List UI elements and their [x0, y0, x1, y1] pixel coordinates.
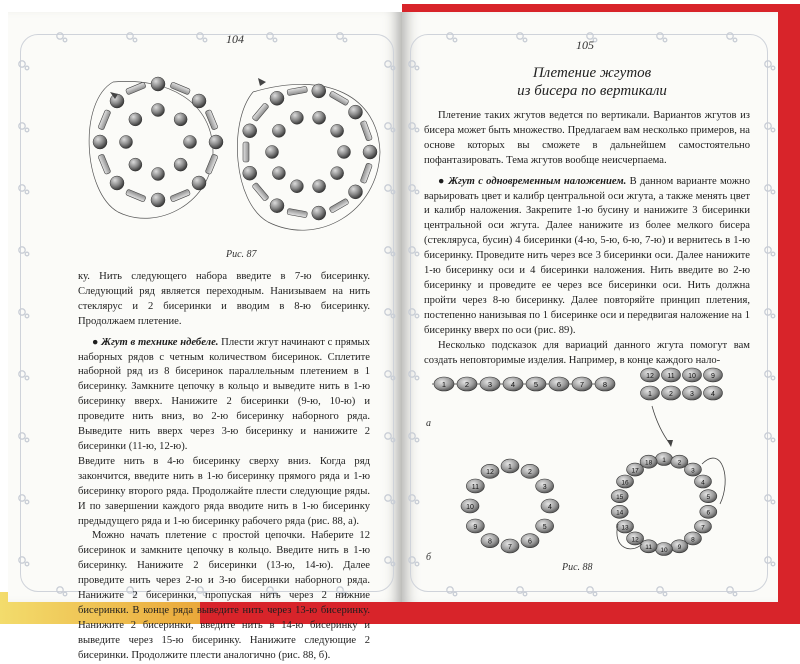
bead-number: 3: [691, 467, 695, 475]
bugle-bead: [125, 82, 146, 95]
border-ornament: [19, 495, 25, 501]
bead-number: 9: [711, 372, 715, 380]
right-page: [402, 12, 778, 602]
bead-number: 15: [616, 493, 624, 501]
border-ornament: [57, 33, 63, 39]
border-ornament: [771, 314, 775, 318]
bead: [184, 136, 197, 149]
bead: [290, 180, 303, 193]
border-ornament: [409, 309, 415, 315]
border-ornament: [391, 562, 395, 566]
bead: [192, 176, 206, 190]
bead: [152, 168, 165, 181]
figure-label-a: а: [426, 418, 431, 429]
bead: [331, 124, 344, 137]
bead: [272, 124, 285, 137]
border-ornament: [415, 190, 419, 194]
border-ornament: [771, 66, 775, 70]
bead: [338, 146, 351, 159]
border-ornament: [391, 376, 395, 380]
bullet-icon: ●: [92, 336, 102, 348]
bead-number: 2: [528, 469, 532, 477]
figure-88-caption: Рис. 88: [562, 562, 593, 573]
bead: [331, 167, 344, 180]
bead: [312, 84, 326, 98]
bead-number: 9: [677, 544, 682, 552]
border-ornament: [523, 592, 527, 596]
bead-number: 12: [486, 469, 494, 477]
border-ornament: [765, 185, 771, 191]
bead: [313, 180, 326, 193]
border-ornament: [447, 587, 453, 593]
border-ornament: [409, 247, 415, 253]
bead: [151, 77, 165, 91]
border-ornament: [391, 438, 395, 442]
bead-number: 14: [616, 509, 624, 517]
bugle-bead: [360, 163, 372, 184]
border-ornament: [657, 587, 663, 593]
border-ornament: [19, 433, 25, 439]
bead: [312, 206, 326, 220]
section-text: Плести жгут начинают с прямых наборных рядов с четным количеством бисеринок. Сплетите наборной ряд из 8 бисеринок параллельным плетением в 1 бисеринку. Замкните цепочку в кольцо и выведите нить в 1-ю бисеринку вверх. Нанижите 2 бисеринки (9-ю, 10-ю) и проведите нить вниз, во 2-ю бисеринку наборного ряда. Выведите нить вверх через 3-ю бисеринку и нанижите 2 бисеринки (11-ю, 12-ю).: [78, 336, 370, 452]
bead-number: 3: [690, 390, 694, 398]
bugle-bead: [329, 91, 349, 106]
bead-number: 4: [510, 379, 516, 389]
border-ornament: [385, 495, 391, 501]
border-ornament: [593, 592, 597, 596]
bead-number: 1: [662, 456, 666, 464]
border-ornament: [453, 592, 457, 596]
bead-number: 9: [473, 523, 478, 531]
bead-number: 4: [711, 390, 715, 398]
bead: [270, 199, 284, 213]
right-page-text: [424, 109, 750, 368]
border-ornament: [57, 587, 63, 593]
border-ornament: [663, 592, 667, 596]
border-ornament: [391, 314, 395, 318]
bugle-bead: [170, 82, 191, 95]
bugle-bead: [243, 142, 249, 162]
border-ornament: [391, 500, 395, 504]
bead-number: 12: [631, 536, 639, 544]
figure-label-b: б: [426, 552, 432, 563]
border-ornament: [385, 371, 391, 377]
bead-number: 17: [631, 467, 639, 475]
bead-number: 7: [701, 524, 705, 532]
bead-number: 11: [471, 483, 479, 491]
border-ornament: [385, 309, 391, 315]
border-ornament: [19, 309, 25, 315]
figure-88-diagram: [402, 364, 778, 564]
bead: [272, 167, 285, 180]
bead: [363, 145, 377, 159]
bead-number: 10: [660, 546, 668, 554]
bugle-bead: [98, 154, 111, 175]
bead-number: 2: [464, 379, 470, 389]
bead-number: 2: [669, 390, 673, 398]
title-line-1: Плетение жгутов: [532, 65, 652, 81]
border-ornament: [409, 185, 415, 191]
bugle-bead: [360, 120, 372, 141]
border-ornament: [25, 500, 29, 504]
bead-number: 11: [667, 372, 675, 380]
thread-line: [652, 406, 670, 444]
bugle-bead: [125, 189, 146, 202]
book-cover-right: [778, 4, 800, 616]
bead-number: 1: [648, 390, 652, 398]
left-page: [8, 12, 402, 661]
border-ornament: [765, 123, 771, 129]
bead: [110, 176, 124, 190]
intro-paragraph: Плетение таких жгутов ведется по вертикали. Вариантов жгутов из бисера может быть множество. Предлагаем вам несколько примеров, на основе которых вы сможете в дальнейшем самостоятельно пофантазировать. Тема жгутов вообще неисчерпаема.: [424, 110, 750, 166]
paragraph: ку. Нить следующего набора введите в 7-ю бисеринку. Следующий ряд является переходным. Нанизываем на нить стеклярус и 2 бисеринки и вводим в 8-ю бисеринку. Продолжаем плетение.: [78, 271, 370, 327]
border-ornament: [415, 314, 419, 318]
border-ornament: [127, 33, 133, 39]
border-ornament: [63, 592, 67, 596]
border-ornament: [415, 252, 419, 256]
border-ornament: [663, 38, 667, 42]
border-ornament: [385, 433, 391, 439]
bugle-bead: [252, 103, 269, 122]
bead-number: 7: [508, 543, 512, 551]
border-ornament: [415, 66, 419, 70]
bead: [192, 94, 206, 108]
arrow-icon: [258, 78, 266, 86]
border-ornament: [733, 38, 737, 42]
border-ornament: [415, 128, 419, 132]
bead: [110, 94, 124, 108]
section-title: [462, 64, 722, 100]
bead-number: 11: [645, 544, 652, 552]
section-heading: Жгут в технике ндебеле.: [101, 336, 219, 348]
border-ornament: [727, 587, 733, 593]
border-ornament: [453, 38, 457, 42]
bullet-icon: ●: [438, 175, 449, 187]
bead: [243, 166, 257, 180]
page-number: 105: [576, 38, 594, 52]
section-heading: Жгут с одновременным наложением.: [448, 175, 627, 187]
bead-number: 4: [548, 503, 552, 511]
bead: [152, 104, 165, 117]
bead-number: 16: [621, 479, 629, 487]
border-ornament: [25, 438, 29, 442]
bead-number: 7: [579, 379, 585, 389]
bead-number: 10: [688, 372, 696, 380]
border-ornament: [733, 592, 737, 596]
border-ornament: [337, 33, 343, 39]
border-ornament: [197, 33, 203, 39]
bugle-bead: [205, 154, 218, 175]
bead-number: 1: [441, 379, 447, 389]
border-ornament: [19, 371, 25, 377]
bead: [209, 135, 223, 149]
paragraph: Введите нить в 4-ю бисеринку сверху вниз. Когда ряд закончится, введите нить в 1-ю бисеринку прямого ряда и 1-ю бисеринку второго ряда. Продолжайте плести следующие ряды. И по завершении каждого ряда вводите нить в 1-ю бисеринку предыдущего ряда и 1-ю бисеринку рабочего ряда (рис. 88, а).: [78, 455, 370, 527]
bugle-bead: [329, 198, 349, 213]
border-ornament: [25, 562, 29, 566]
bead-number: 5: [533, 379, 539, 389]
figure-87-diagram: [8, 42, 402, 257]
border-ornament: [765, 247, 771, 253]
border-ornament: [267, 33, 273, 39]
bead: [348, 185, 362, 199]
title-line-2: из бисера по вертикали: [517, 83, 667, 99]
bead-number: 8: [488, 538, 492, 546]
border-ornament: [765, 61, 771, 67]
bead-number: 1: [508, 463, 512, 471]
bead-number: 5: [542, 523, 547, 531]
bugle-bead: [287, 86, 308, 95]
bugle-bead: [170, 189, 191, 202]
paragraph: Можно начать плетение с простой цепочки. Наберите 12 бисеринок и замкните цепочку в кольцо. Введите нить в 1-ю бисеринку. Нанижите 2 бисеринки (13-ю, 14-ю). Далее проведите нить через 2-ю и 3-ю бисеринки наборного ряда. Нанижите 2 бисеринки, пропуская нить через 2 нижние бисеринки. В конце ряда выведите нить через 13-ю бисеринку. Нанижите 2 бисеринки, введите нить в 14-ю бисеринку и выведите через 15-ю бисеринку. Нанижите следующие 2 бисеринки. Продолжите плести аналогично (рис. 88, б).: [78, 530, 370, 661]
border-ornament: [25, 376, 29, 380]
border-ornament: [409, 61, 415, 67]
paragraph: Несколько подсказок для вариаций данного жгута помогут вам создать неповторимые изделия. Например, в конце каждого нало-: [424, 339, 750, 366]
figure-87-caption: Рис. 87: [226, 249, 257, 260]
border-ornament: [25, 314, 29, 318]
bead: [129, 158, 142, 171]
bead: [93, 135, 107, 149]
border-ornament: [523, 38, 527, 42]
bead: [348, 105, 362, 119]
bead-number: 5: [706, 493, 711, 501]
bead-number: 6: [528, 538, 532, 546]
bead: [174, 113, 187, 126]
border-ornament: [727, 33, 733, 39]
border-ornament: [657, 33, 663, 39]
bead: [120, 136, 133, 149]
border-ornament: [771, 190, 775, 194]
border-ornament: [765, 309, 771, 315]
arrow-icon: [667, 440, 673, 447]
border-ornament: [447, 33, 453, 39]
border-ornament: [587, 587, 593, 593]
section-paragraph: [78, 336, 370, 455]
bead: [129, 113, 142, 126]
border-ornament: [19, 557, 25, 563]
bead-number: 3: [487, 379, 493, 389]
bead: [243, 124, 257, 138]
border-ornament: [771, 128, 775, 132]
bugle-bead: [98, 109, 111, 130]
bead: [290, 111, 303, 124]
bead-number: 10: [466, 503, 474, 511]
left-page-text: [78, 270, 370, 664]
bead: [174, 158, 187, 171]
bead-number: 8: [691, 536, 695, 544]
bead-number: 13: [621, 524, 629, 532]
bugle-bead: [252, 182, 269, 201]
bead-number: 12: [646, 372, 654, 380]
bugle-bead: [287, 208, 308, 217]
border-ornament: [771, 252, 775, 256]
border-ornament: [517, 587, 523, 593]
border-ornament: [409, 123, 415, 129]
bead-number: 4: [701, 479, 705, 487]
bead: [313, 111, 326, 124]
bead-number: 8: [602, 379, 608, 389]
bead-number: 6: [706, 509, 711, 517]
section-paragraph: [424, 175, 750, 339]
bead: [266, 146, 279, 159]
bugle-bead: [205, 109, 218, 130]
section-text: В данном варианте можно варьировать цвет и калибр центральной оси жгута, а также менять цвет и калибр наложения. Закрепите 1-ю бусину и нанижите 3 бисеринки центральной оси жгута. Далее нанижите из более мелкого бисера (стекляруса, бусин) 4 бисеринки (4-ю, 5-ю, 6-ю, 7-ю) и вернитесь в 1-ю бисеринку. Проведите нить через все 3 бисеринки оси. Далее нанижите 1-ю бисеринку оси и 4 бисеринки наложения. Нить введите во 2-ю бисеринку и проведите ее через все бисеринки оси. Нить должна пройти через 8-ю бисеринку. Далее повторяйте принцип плетения, постепенно нанизывая по 1 бисеринке оси и передвигая наложение на 1 бисеринку вверх по оси (рис. 89).: [424, 175, 750, 336]
bead-number: 18: [644, 459, 653, 467]
border-ornament: [517, 33, 523, 39]
page-number: 104: [226, 32, 244, 46]
bead: [151, 193, 165, 207]
border-ornament: [385, 557, 391, 563]
bead-number: 6: [556, 379, 562, 389]
bead: [270, 91, 284, 105]
bead-number: 2: [677, 459, 682, 467]
bead-number: 3: [542, 483, 547, 491]
